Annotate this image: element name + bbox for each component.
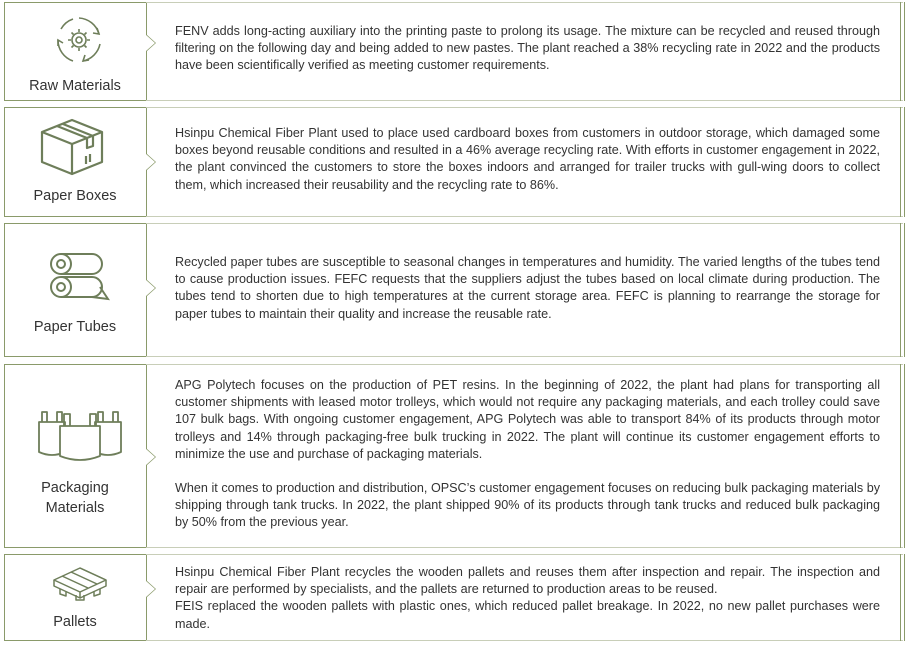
row-label: Paper Tubes bbox=[33, 319, 117, 335]
edge-bar bbox=[900, 223, 905, 357]
paragraph: FENV adds long-acting auxiliary into the printing paste to prolong its usage. The mixture can be recycled and reused through filtering on the following day and being added to new pastes. The plant reached a 38% recycling rate in 2022 and the products have been scientifically verified as meeting customer requirements. bbox=[175, 24, 880, 73]
paragraph: When it comes to production and distribution, OPSC’s customer engagement focuses on reducing bulk packaging materials by shipping through tank trucks. In 2022, the plant shipped 90% of its products through tank trucks and reduced bulk packaging by 50% from the previous year. bbox=[175, 481, 880, 530]
row-label: Paper Boxes bbox=[33, 188, 117, 204]
row-pallets bbox=[0, 554, 905, 641]
row-text bbox=[175, 377, 880, 532]
paper-roll-icon bbox=[48, 251, 110, 301]
paragraph: Hsinpu Chemical Fiber Plant used to place used cardboard boxes from customers in outdoor storage, which damaged some boxes beyond reusable conditions and resulted in a 46% average recycling rate. With efforts in customer engagement in 2022, the plant convinced the customers to store the boxes indoors and arranged for trailer trucks with gull-wing doors to collect them, which increased their reusability and the recycling rate to 86%. bbox=[175, 126, 880, 192]
row-paper-boxes bbox=[0, 107, 905, 217]
row-text bbox=[175, 125, 880, 194]
edge-bar bbox=[900, 554, 905, 641]
paragraph: Hsinpu Chemical Fiber Plant recycles the wooden pallets and reuses them after inspection and repair. The inspection and repair are performed by specialists, and the pallets are returned to production areas to be reused. bbox=[175, 565, 880, 597]
row-paper-tubes bbox=[0, 223, 905, 357]
pallet-icon bbox=[52, 566, 108, 602]
paragraph: APG Polytech focuses on the production of PET resins. In the beginning of 2022, the plant had plans for transporting all customer shipments with leased motor trolleys, which would not require any packaging materials, and each trolley could save 107 bulk bags. With ongoing customer engagement, APG Polytech was able to transport 84% of its products through motor trolleys and 14% through packaging-free bulk trucking in 2022. The plant will continue its customer engagement efforts to minimize the use and purchase of packaging materials. bbox=[175, 378, 880, 461]
recycle-gear-icon bbox=[53, 14, 105, 66]
edge-bar bbox=[900, 2, 905, 101]
cardboard-box-icon bbox=[38, 116, 106, 178]
paragraph: Recycled paper tubes are susceptible to seasonal changes in temperatures and humidity. The varied lengths of the tubes tend to cause production issues. FEFC requests that the suppliers adjust the tubes based on local climate during production. The tubes tend to shorten due to high temperatures at the current storage area. FEFC is planning to rearrange the storage for paper tubes to maintain their quality and increase the reusable rate. bbox=[175, 255, 880, 321]
row-label: Packaging Materials bbox=[41, 480, 109, 516]
row-text bbox=[175, 564, 880, 633]
edge-bar bbox=[900, 364, 905, 548]
paragraph: FEIS replaced the wooden pallets with plastic ones, which reduced pallet breakage. In 2022, no new pallet purchases were made. bbox=[175, 599, 880, 631]
row-text bbox=[175, 254, 880, 323]
row-text bbox=[175, 23, 880, 75]
row-label: Pallets bbox=[53, 614, 97, 630]
row-label: Raw Materials bbox=[29, 78, 121, 94]
edge-bar bbox=[900, 107, 905, 217]
row-packaging-materials bbox=[0, 364, 905, 548]
row-raw-materials bbox=[0, 2, 905, 101]
bulk-bags-icon bbox=[35, 408, 125, 464]
